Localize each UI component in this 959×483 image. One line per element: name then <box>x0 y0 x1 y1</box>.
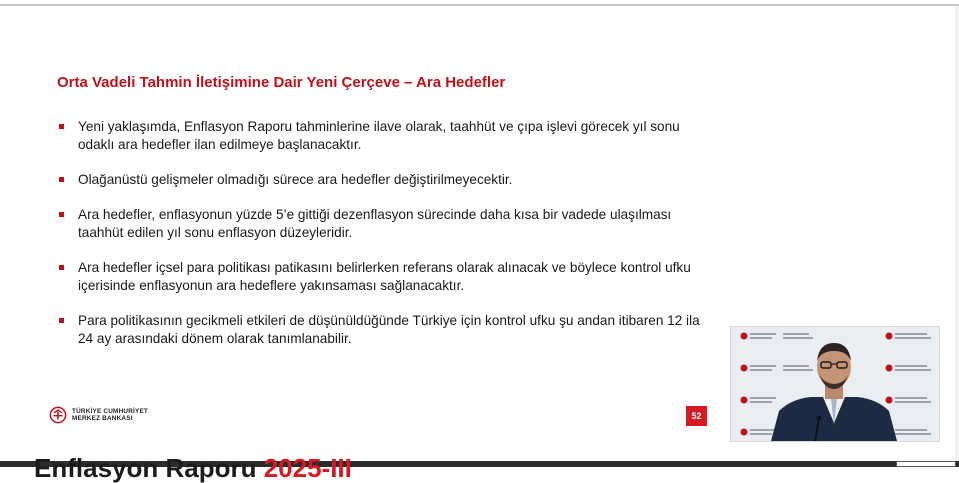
bullet-text: Para politikasının gecikmeli etkileri de düşünüldüğünde Türkiye için kontrol ufku şu andan itibaren 12 ila 24 ay arasındaki dönem olarak tanımlanabilir. <box>78 313 700 346</box>
tcmb-logo-icon <box>48 406 68 424</box>
bullet-text: Olağanüstü gelişmeler olmadığı sürece ara hedefler değiştirilmeyecektir. <box>78 172 513 187</box>
bottom-caption <box>34 455 352 481</box>
bullet-marker-icon <box>59 212 64 217</box>
logo-line-2: MERKEZ BANKASI <box>72 415 133 422</box>
bullet-marker-icon <box>59 318 64 323</box>
bullet-text: Yeni yaklaşımda, Enflasyon Raporu tahminlerine ilave olarak, taahhüt ve çıpa işlevi görecek yıl sonu odaklı ara hedefler ilan edilmeye başlanacaktır. <box>78 119 680 152</box>
bullet-item <box>58 206 738 242</box>
speaker-video-panel[interactable] <box>731 327 939 441</box>
bullet-marker-icon <box>59 124 64 129</box>
bullet-item <box>58 118 738 154</box>
bullet-list <box>58 118 738 365</box>
top-divider <box>0 4 959 6</box>
bullet-item <box>58 259 738 295</box>
bullet-marker-icon <box>59 265 64 270</box>
central-bank-logo <box>48 406 148 424</box>
bullet-item <box>58 171 738 189</box>
bullet-text: Ara hedefler içsel para politikası patikasını belirlerken referans olarak alınacak ve böylece kontrol ufku içerisinde enflasyonun ara hedeflere yakınsaması sağlanacaktır. <box>78 260 691 293</box>
bullet-marker-icon <box>59 177 64 182</box>
bullet-text: Ara hedefler, enflasyonun yüzde 5’e gittiği dezenflasyon sürecinde daha kısa bir vadede ulaşılması taahhüt edilen yıl sonu enflasyon düzeyleridir. <box>78 207 672 240</box>
page-number-badge: 52 <box>686 406 707 426</box>
bullet-item <box>58 312 738 348</box>
bottom-right-control[interactable] <box>896 461 956 467</box>
right-edge-strip <box>955 6 959 461</box>
caption-part-1: Enflasyon Raporu <box>34 453 264 483</box>
logo-text <box>72 408 148 423</box>
speaker-video-icon <box>731 327 939 441</box>
slide-title: Orta Vadeli Tahmin İletişimine Dair Yeni Çerçeve – Ara Hedefler <box>57 74 506 91</box>
caption-part-2: 2025-III <box>263 453 352 483</box>
logo-line-1: TÜRKİYE CUMHURİYET <box>72 407 149 415</box>
